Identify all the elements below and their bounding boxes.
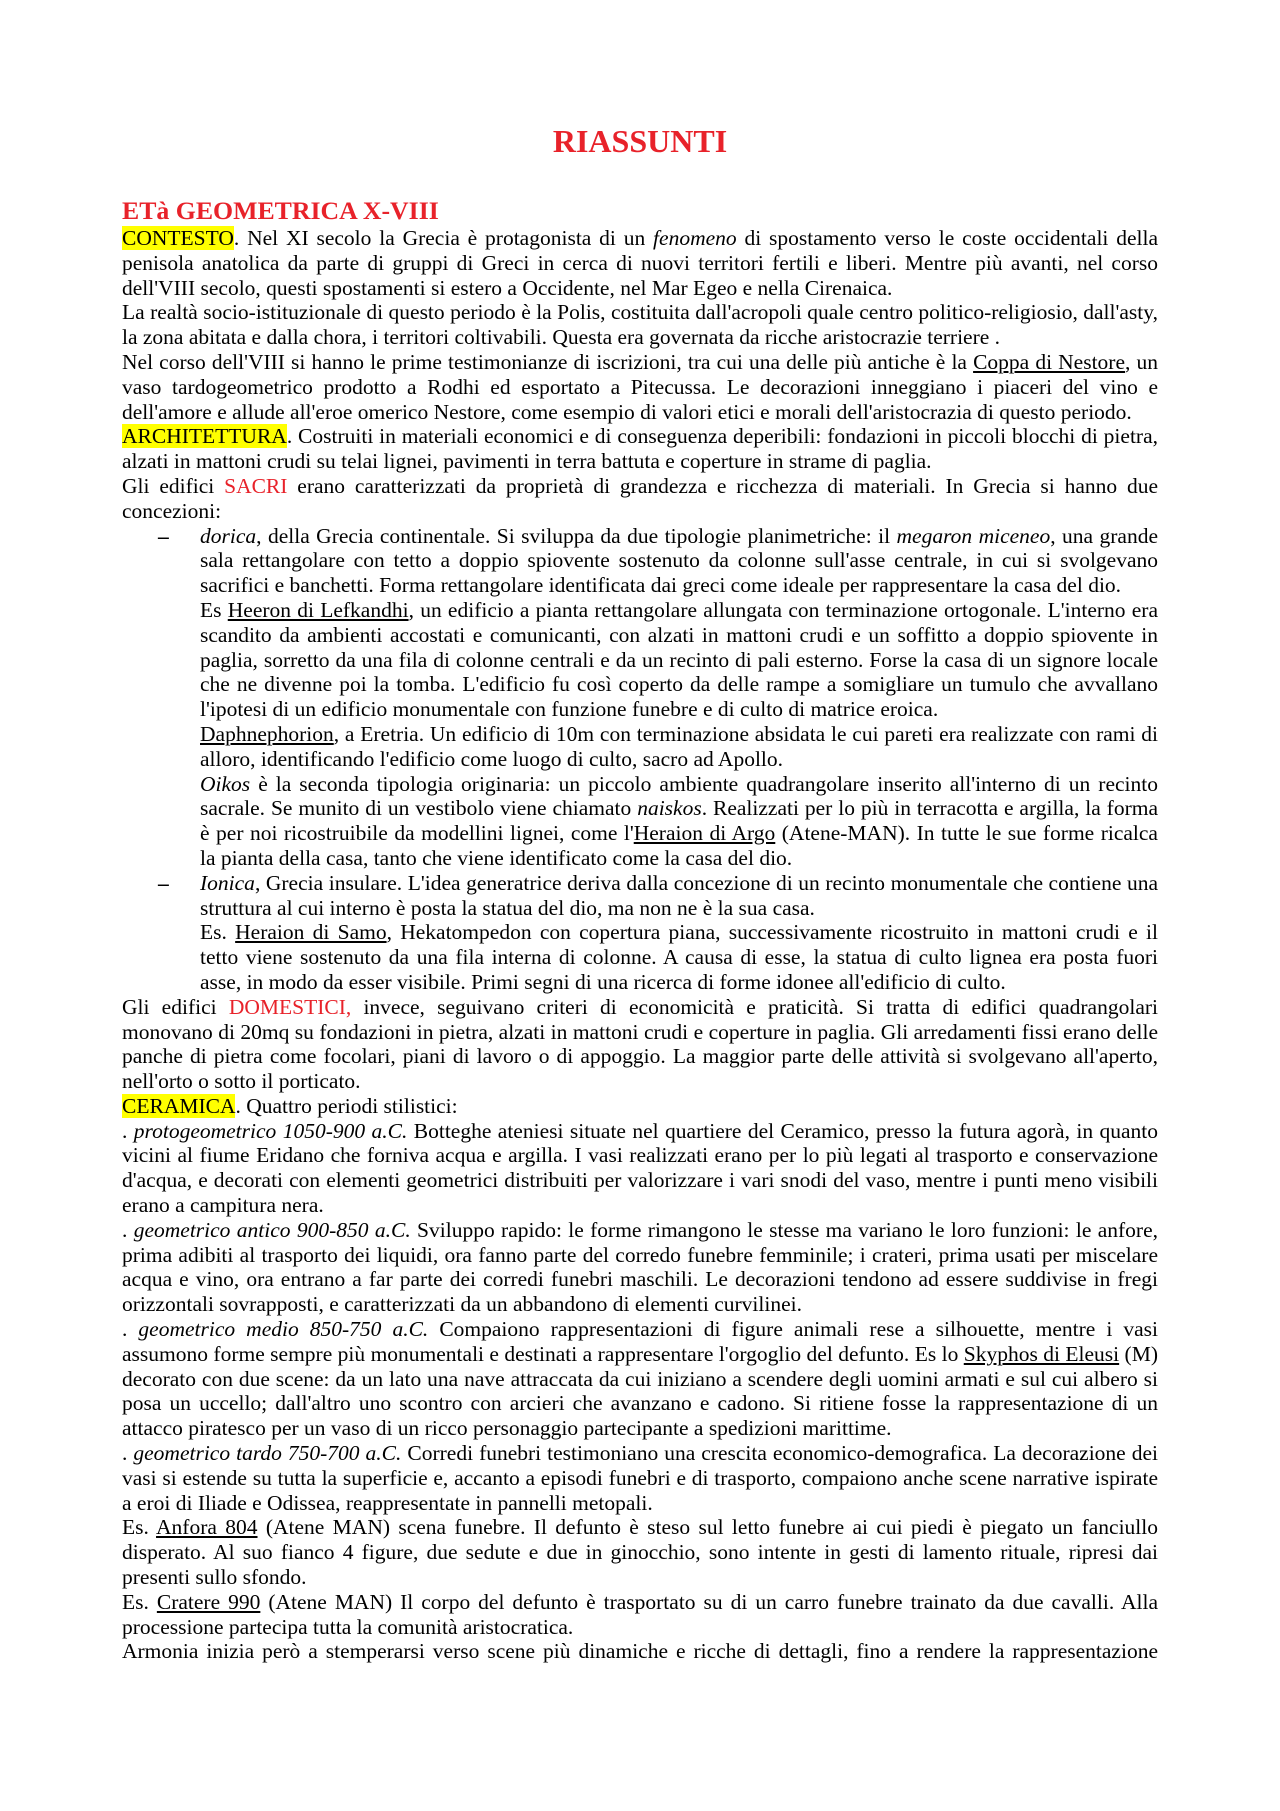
term-fenomeno: fenomeno (653, 226, 737, 250)
ref-anfora-804: Anfora 804 (156, 1515, 258, 1540)
text-run: La realtà socio-istituzionale di questo periodo è la Polis, costituita dall'acropoli quale centro politico-religiosio, dall'asty, la zona abitata e dalla chora, i territori coltivabili. Questa era governata da ricche aristocrazie terriere . (122, 300, 1158, 350)
text-run: Compaiono rappresentazioni di figure animali rese a silhouette, mentre i vasi assumono forme sempre più monumentali e destinati a rappresentare l'orgoglio del defunto. Es lo (122, 1317, 1158, 1366)
paragraph-architettura (122, 424, 1158, 474)
list-item-dorica (158, 523, 1159, 871)
period-marker: . (122, 1441, 134, 1466)
text-run: , Grecia insulare. L'idea generatrice deriva dalla concezione di un recinto monumentale che contiene una struttura al cui interno è posta la statua del dio, ma non ne è la sua casa. (200, 870, 1158, 920)
text-run: Armonia inizia però a stemperarsi verso scene più dinamiche e ricche di dettagli, fino a rendere la rappresentazione (122, 1639, 1158, 1664)
text-run: (Atene MAN) Il corpo del defunto è trasportato su di un carro funebre trainato da due cavalli. Alla processione partecipa tutta la comunità aristocratica. (122, 1589, 1158, 1639)
text-run: (M) decorato con due scene: da un lato una nave attraccata da cui iniziano a scendere degli uomini armati e sul cui albero si posa un uccello; dall'altro uno scontro con arcieri che avanzano e cadono. Si ritiene fosse la rappresentazione di un attacco piratesco per un vaso di un ricco personaggio partecipante a spedizioni marittime. (122, 1341, 1158, 1441)
term-domestici: DOMESTICI, (228, 994, 352, 1019)
text-run: Nel corso dell'VIII si hanno le prime testimonianze di iscrizioni, tra cui una delle più antiche è la (122, 349, 974, 374)
text-run: Gli edifici (122, 473, 225, 498)
text-run: Sviluppo rapido: le forme rimangono le stesse ma variano le loro funzioni: le anfore, prima adibiti al trasporto dei liquidi, ora fanno parte del corredo funebre femminile; i crateri, prima usati per miscelare acqua e vino, ora entrano a far parte dei corredi funebri maschili. Le decorazioni tendono ad essere suddivise in fregi orizzontali sovrapposti, e caratterizzati da un abbandono di elementi curvilinei. (122, 1217, 1158, 1317)
text-run: erano caratterizzati da proprietà di grandezza e ricchezza di materiali. In Grecia si hanno due concezioni: (122, 473, 1159, 523)
text-run: Gli edifici (122, 994, 229, 1019)
period-name: geometrico medio 850-750 a.C. (138, 1317, 429, 1342)
ref-daphnephorion: Daphnephorion (200, 721, 334, 746)
text-run: , a Eretria. Un edificio di 10m con terminazione absidata le cui pareti era realizzate con rami di alloro, identificando l'edificio come luogo di culto, sacro ad Apollo. (200, 721, 1158, 771)
document-title: RIASSUNTI (552, 123, 728, 159)
paragraph-armonia (122, 1639, 1158, 1664)
text-run: Es. (122, 1589, 157, 1614)
period-marker: . (122, 1317, 139, 1342)
text-run: , una grande sala rettangolare con tetto a doppio spiovente sostenuto da colonne sull'asse centrale, in cui si svolgevano sacrifici e banchetti. Forma rettangolare identificata dai greci come ideale per rappresentare la casa del dio. (200, 523, 1158, 598)
dorica-intro (200, 524, 1158, 598)
label-contesto: CONTESTO (122, 226, 234, 250)
text-run: . Realizzati per lo più in terracotta e argilla, la forma è per noi ricostruibile da modellini lignei, come l' (200, 796, 1158, 846)
term-ionica: Ionica (200, 870, 255, 895)
text-run: , della Grecia continentale. Si sviluppa da due tipologie planimetriche: il (256, 523, 897, 548)
ionica-intro (200, 871, 1158, 921)
text-run: Es. (200, 920, 236, 945)
text-run: (Atene-MAN). In tutte le sue forme ricalca la pianta della casa, tanto che viene identificato come la casa del dio. (200, 821, 1158, 870)
list-bullet: – (158, 523, 169, 548)
term-oikos: Oikos (200, 771, 251, 796)
text-run: (Atene MAN) scena funebre. Il defunto è steso sul letto funebre ai cui piedi è piegato un fanciullo disperato. Al suo fianco 4 figure, due sedute e due in ginocchio, sono intente in gesti di lamento rituale, ripresi dai presenti sullo sfondo. (122, 1515, 1158, 1590)
text-run: . Nel XI secolo la Grecia è protagonista di un (233, 226, 654, 250)
ionica-example-samo (200, 920, 1158, 994)
paragraph-polis (122, 300, 1158, 350)
dorica-oikos (200, 772, 1158, 871)
list-bullet: – (158, 870, 169, 895)
ref-heraion-di-samo: Heraion di Samo (235, 920, 387, 945)
paragraph-anfora-804 (122, 1515, 1158, 1589)
term-naiskos: naiskos (637, 796, 702, 821)
period-name: geometrico antico 900-850 a.C. (133, 1217, 411, 1242)
document-body (122, 226, 1158, 1664)
text-run: Es (200, 597, 228, 622)
label-ceramica: CERAMICA (122, 1093, 236, 1118)
term-dorica: dorica (200, 523, 257, 548)
term-megaron-miceneo: megaron miceneo (896, 523, 1051, 548)
section-heading: ETà GEOMETRICA X-VIII (122, 196, 439, 225)
label-architettura: ARCHITETTURA (122, 424, 287, 449)
ref-skyphos-di-eleusi: Skyphos di Eleusi (963, 1341, 1120, 1366)
paragraph-iscrizioni (122, 350, 1158, 424)
text-run: , un edificio a pianta rettangolare allungata con terminazione ortogonale. L'interno era scandito da ambienti accostati e comunicanti, con alzati in mattoni crudi e un soffitto a doppio spiovente in paglia, sorretto da una fila di colonne centrali e da un recinto di pali esterno. Forse la casa di un signore locale che ne divenne poi la tomba. L'edificio fu così coperto da delle rampe a somigliare un tumulo che avvallano l'ipotesi di un edificio monumentale con funzione funebre e di culto di matrice eroica. (200, 597, 1159, 722)
period-geometrico-tardo (122, 1441, 1158, 1515)
period-protogeometrico (122, 1119, 1158, 1218)
paragraph-ceramica (122, 1094, 1158, 1119)
paragraph-edifici-domestici (122, 995, 1158, 1094)
paragraph-edifici-sacri (122, 474, 1158, 524)
text-run: , un vaso tardogeometrico prodotto a Rodhi ed esportato a Pitecussa. Le decorazioni inneggiano i piaceri del vino e dell'amore e allude all'eroe omerico Nestore, come esempio di valori etici e morali dell'aristocrazia di questo periodo. (122, 349, 1158, 424)
dorica-example-daphnephorion (200, 722, 1158, 772)
period-geometrico-antico (122, 1218, 1158, 1317)
term-sacri: SACRI (224, 473, 288, 498)
period-name: protogeometrico 1050-900 a.C. (133, 1118, 408, 1143)
text-run: . Quattro periodi stilistici: (235, 1093, 458, 1118)
text-run: , Hekatompedon con copertura piana, successivamente ricostruito in mattoni crudi e il tetto viene sostenuto da una fila interna di colonne. A causa di esse, la statua di culto lignea era posta fuori asse, in modo da esser visibile. Primi segni di una ricerca di forme idonee all'edificio di culto. (200, 920, 1158, 994)
text-run: invece, seguivano criteri di economicità e praticità. Si tratta di edifici quadrangolari monovano di 20mq su fondazioni in pietra, alzati in mattoni crudi e coperture in paglia. Gli arredamenti fissi erano delle panche di pietra come focolari, piani di lavoro o di appoggio. La maggior parte delle attività si svolgevano all'aperto, nell'orto o sotto il porticato. (122, 994, 1158, 1094)
text-run: di spostamento verso le coste occidentali della penisola anatolica da parte di gruppi di Greci in cerca di nuovi territori fertili e liberi. Mentre più avanti, nel corso dell'VIII secolo, questi spostamenti si estero a Occidente, nel Mar Egeo e nella Cirenaica. (122, 226, 1158, 300)
ref-heeron-di-lefkandhi: Heeron di Lefkandhi (227, 597, 409, 622)
text-run: Botteghe ateniesi situate nel quartiere del Ceramico, presso la futura agorà, in quanto vicini al fiume Eridano che forniva acqua e argilla. I vasi realizzati erano per lo più legati al trasporto e conservazione d'acqua, e decorati con elementi geometrici distribuiti per valorizzare i vari snodi del vaso, mentre i punti meno visibili erano a campitura nera. (122, 1118, 1159, 1218)
period-geometrico-medio (122, 1317, 1158, 1441)
ref-cratere-990: Cratere 990 (156, 1589, 261, 1614)
period-name: geometrico tardo 750-700 a.C. (133, 1441, 402, 1466)
period-marker: . (122, 1217, 134, 1242)
text-run: Es. (122, 1515, 157, 1540)
list-concezioni (158, 523, 1159, 995)
text-run: Corredi funebri testimoniano una crescita economico-demografica. La decorazione dei vasi si estende su tutta la superficie e, accanto a episodi funebri e di trasporto, compaiono anche scene narrative ispirate a eroi di Iliade e Odissea, reappresentate in pannelli metopali. (122, 1441, 1158, 1515)
text-run: è la seconda tipologia originaria: un piccolo ambiente quadrangolare inserito all'interno di un recinto sacrale. Se munito di un vestibolo viene chiamato (200, 771, 1158, 821)
ref-coppa-di-nestore: Coppa di Nestore (973, 349, 1126, 374)
text-run: . Costruiti in materiali economici e di conseguenza deperibili: fondazioni in piccoli blocchi di pietra, alzati in mattoni crudi su telai lignei, pavimenti in terra battuta e coperture in strame di paglia. (122, 424, 1158, 474)
paragraph-contesto (122, 226, 1158, 300)
paragraph-cratere-990 (122, 1590, 1158, 1640)
ref-heraion-di-argo: Heraion di Argo (633, 821, 776, 846)
period-marker: . (122, 1118, 134, 1143)
list-item-ionica (158, 870, 1158, 995)
dorica-example-heeron (200, 598, 1158, 722)
